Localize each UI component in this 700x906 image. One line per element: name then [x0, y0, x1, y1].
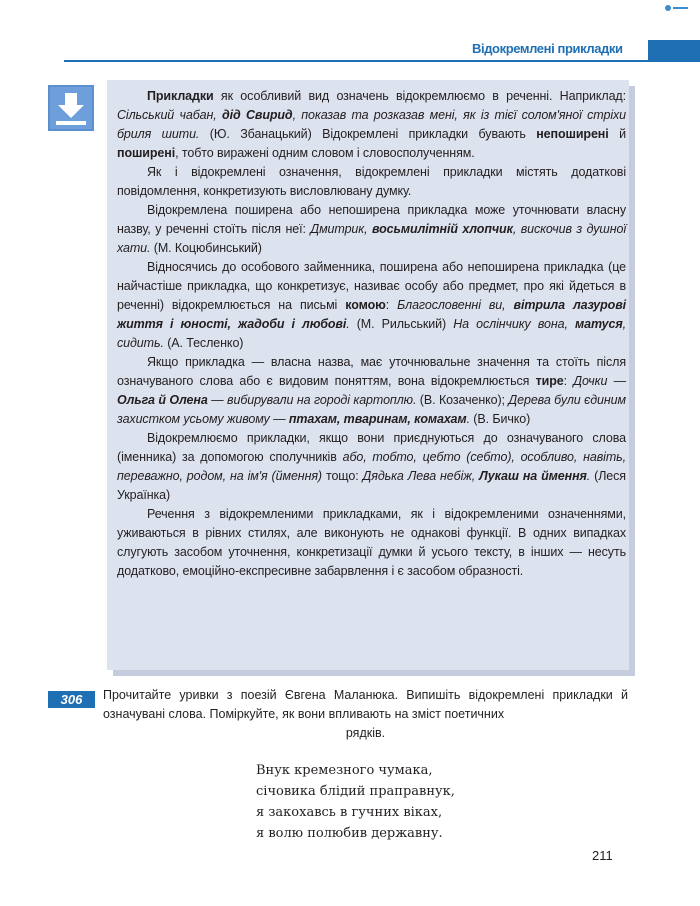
download-icon — [48, 85, 94, 131]
exercise-number: 306 — [48, 691, 95, 708]
rule-paragraph-3: Відокремлена поширена або непоширена прикладка може уточнювати власну назву, у реченні стоїть після неї: Дмитрик, восьмилітній хлопчик, вискочив з душної хати. (М. Коцюбинський) — [117, 203, 626, 255]
rule-paragraph-1: Прикладки як особливий вид означень відокремлюємо в реченні. Наприклад: Сільський чабан, дід Свирид, показав та розказав мені, як із тієї солом'яної стріхи бриля шити. (Ю. Збанацький) Відокремлені прикладки бувають непоширені й поширені, тобто виражені одним словом і словосполученням. — [117, 89, 627, 160]
section-title: Відокремлені прикладки — [472, 41, 623, 56]
poem — [256, 760, 455, 844]
rule-text — [117, 87, 626, 581]
rule-paragraph-5: Якщо прикладка — власна назва, має уточнювальне значення та стоїть після означуваного слова або є видовим поняттям, вона відокремлюється тире: Дочки — Ольга й Олена — вибирували на городі картоплю. (В. Козаченко); Дерева були єдиним захистком усьому живому — птахам, тваринам, комахам. (В. Бичко) — [117, 355, 626, 426]
poem-line: січовика блідий праправнук, — [256, 784, 455, 799]
exercise-task: Прочитайте уривки з поезій Євгена Маланюка. Випишіть відокремлені прикладки й означувані слова. Поміркуйте, як вони впливають на зміст поетичних рядків. — [103, 688, 628, 740]
corner-mark-icon — [664, 3, 690, 13]
poem-line: Внук кремезного чумака, — [256, 763, 433, 778]
rule-paragraph-4: Відносячись до особового займенника, поширена або непоширена прикладка (це найчастіше прикладка, що конкретизує, називає особу або предмет, про які йдеться в реченні) відокремлюється на письмі комою: Благословенні ви, вітрила лазурові життя і юності, жадоби і любові. (М. Рильський) На ослінчику вона, матуся, сидить. (А. Тесленко) — [117, 260, 627, 350]
header-accent-block — [648, 40, 700, 62]
header-rule — [64, 60, 648, 62]
rule-paragraph-7: Речення з відокремленими прикладками, як і відокремленими означеннями, уживаються в рівних стилях, але виконують не однакові функції. В одних випадках слугують засобом уточнення, конкретизації думки й усього тексту, в інших — несуть додатково, емоційно-експресивне забарвлення і є засобом образності. — [117, 507, 626, 578]
poem-line: я волю полюбив державну. — [256, 826, 443, 841]
poem-line: я закохавсь в гучних віках, — [256, 805, 443, 820]
rule-paragraph-2: Як і відокремлені означення, відокремлені прикладки містять додаткові повідомлення, конкретизують висловлювану думку. — [117, 165, 626, 198]
page-number: 211 — [592, 848, 613, 863]
rule-paragraph-6: Відокремлюємо прикладки, якщо вони приєднуються до означуваного слова (іменника) за допомогою сполучників або, тобто, цебто (себто), особливо, навіть, переважно, родом, на ім'я (ймення) тощо: Дядька Лева небіж, Лукаш на ймення. (Леся Українка) — [117, 431, 626, 502]
